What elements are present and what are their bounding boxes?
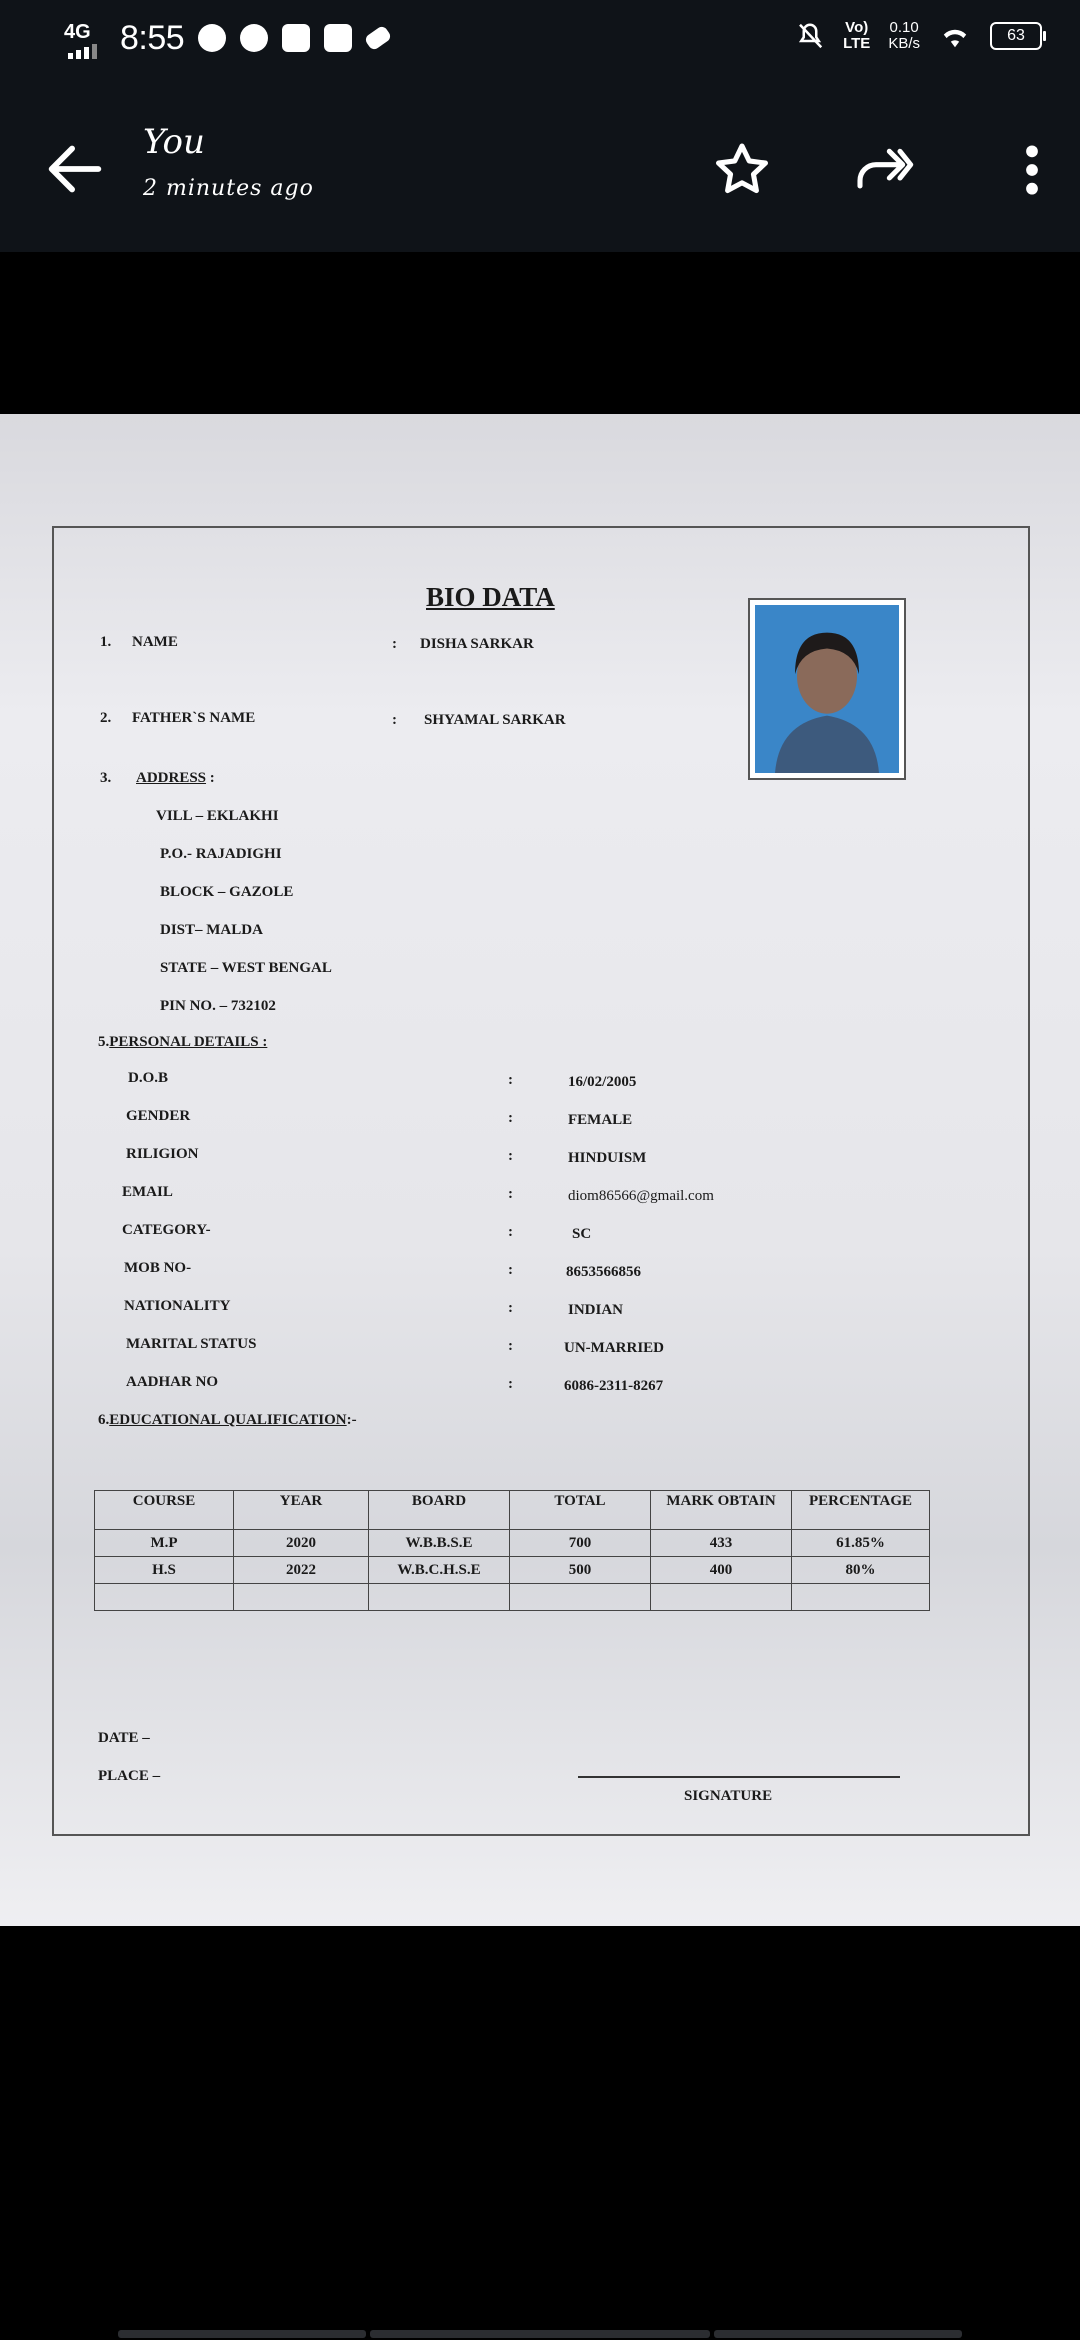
personal-value: diom86566@gmail.com: [568, 1188, 714, 1204]
table-cell: H.S: [95, 1557, 234, 1584]
signature-label: SIGNATURE: [684, 1788, 773, 1804]
address-line: PIN NO. – 732102: [160, 998, 276, 1014]
column-header: YEAR: [234, 1491, 369, 1530]
table-cell: 700: [510, 1530, 651, 1557]
personal-label: NATIONALITY: [124, 1298, 231, 1314]
edu-heading: EDUCATIONAL QUALIFICATION: [109, 1412, 347, 1428]
name-value: DISHA SARKAR: [420, 636, 534, 652]
personal-value: SC: [572, 1226, 592, 1242]
column-header: PERCENTAGE: [792, 1491, 930, 1530]
personal-value: 8653566856: [566, 1264, 641, 1280]
star-icon[interactable]: [710, 138, 774, 202]
network-speed: 0.10 KB/s: [888, 19, 920, 52]
signature-line: [578, 1776, 900, 1778]
column-header: TOTAL: [510, 1491, 651, 1530]
father-name-value: SHYAMAL SARKAR: [424, 712, 566, 728]
message-timestamp: 2 minutes ago: [143, 176, 314, 201]
address-line: DIST– MALDA: [160, 922, 263, 938]
nav-handle-segment: [118, 2330, 366, 2338]
personal-label: CATEGORY-: [122, 1222, 211, 1238]
battery-indicator: 63: [990, 22, 1042, 50]
address-line: VILL – EKLAKHI: [156, 808, 279, 824]
table-cell: 2022: [234, 1557, 369, 1584]
personal-label: MOB NO-: [124, 1260, 192, 1276]
clock: 8:55: [120, 18, 185, 57]
network-type: 4G: [64, 21, 91, 43]
table-cell: 500: [510, 1557, 651, 1584]
personal-label: MARITAL STATUS: [126, 1336, 257, 1352]
colon: :: [392, 712, 397, 728]
table-cell: M.P: [95, 1530, 234, 1557]
status-bar: [0, 0, 1080, 84]
back-arrow-icon[interactable]: [40, 134, 110, 204]
messenger-icon: [198, 24, 226, 52]
colon: :: [508, 1072, 513, 1088]
colon: :: [508, 1224, 513, 1240]
father-name-label: FATHER`S NAME: [132, 710, 256, 726]
personal-num: 5.: [98, 1034, 110, 1050]
shared-image[interactable]: [0, 414, 1080, 1926]
table-header-row: [95, 1491, 930, 1530]
column-header: COURSE: [95, 1491, 234, 1530]
personal-value: UN-MARRIED: [564, 1340, 664, 1356]
colon: :: [508, 1338, 513, 1354]
colon: :: [508, 1376, 513, 1392]
table-row: [95, 1557, 930, 1584]
mute-bell-icon: [795, 21, 825, 51]
table-cell: 400: [651, 1557, 792, 1584]
address-label: ADDRESS: [136, 770, 207, 786]
personal-label: D.O.B: [128, 1070, 169, 1086]
field-1-num: 1.: [100, 634, 112, 650]
field-2-num: 2.: [100, 710, 112, 726]
viewer-header: [0, 84, 1080, 252]
colon: :: [508, 1186, 513, 1202]
mail-icon: [282, 24, 310, 52]
nav-handle-segment: [714, 2330, 962, 2338]
personal-label: RILIGION: [126, 1146, 199, 1162]
inbox-icon: [324, 24, 352, 52]
table-cell: 2020: [234, 1530, 369, 1557]
table-cell: W.B.B.S.E: [369, 1530, 510, 1557]
signal-icon: [62, 18, 106, 58]
place-label: PLACE –: [98, 1768, 161, 1784]
address-line: BLOCK – GAZOLE: [160, 884, 294, 900]
personal-value: 16/02/2005: [568, 1074, 637, 1090]
table-cell: W.B.C.H.S.E: [369, 1557, 510, 1584]
personal-heading: PERSONAL DETAILS :: [109, 1034, 268, 1050]
more-options-icon[interactable]: [1000, 138, 1064, 202]
field-3-num: 3.: [100, 770, 112, 786]
education-table: [94, 1490, 930, 1611]
personal-value: HINDUISM: [568, 1150, 647, 1166]
colon: :: [508, 1300, 513, 1316]
table-row-empty: [95, 1584, 930, 1611]
table-cell: 61.85%: [792, 1530, 930, 1557]
personal-value: FEMALE: [568, 1112, 633, 1128]
telegram-icon: [240, 24, 268, 52]
personal-label: GENDER: [126, 1108, 191, 1124]
column-header: BOARD: [369, 1491, 510, 1530]
address-line: STATE – WEST BENGAL: [160, 960, 332, 976]
bio-data-document: BIO DATA 1. NAME : DISHA SARKAR 2. FATHER`S NAME : SHYAMAL SARKAR 3. ADDRESS : VILL – EKLAKHI P.O.- RAJADIGHI BLOCK – GAZOLE DIST– MALDA STATE – WEST BENGAL PIN NO. – 732102 5.PERSONAL DETAILS : D.O.B : 16/02/2005 GENDER : FEMALE RILIGION : HINDUISM EMAIL : diom86566@gmail.com CATEGORY- : SC MOB NO- : 8653566856 NATIONALITY : INDIAN MARITAL STATUS : UN-MARRIED AADHAR NO : 6086-2311-8267 6.EDUCATIONAL QUALIFICATION:- COURSE YEAR BOARD TOTAL MARK OBTAIN PERCENTAGE M.P 2020 W.B.B.S.E 700 433 61.85% H.S 2022 W.B.C.H.S.E 500 400 80% DATE – PLACE – SIGNATURE: [0, 414, 1080, 1926]
volte-indicator: Vo) LTE: [843, 19, 871, 52]
table-row: [95, 1530, 930, 1557]
colon: :: [508, 1262, 513, 1278]
colon: :: [392, 636, 397, 652]
nav-handle-segment: [370, 2330, 710, 2338]
column-header: MARK OBTAIN: [651, 1491, 792, 1530]
personal-label: AADHAR NO: [126, 1374, 219, 1390]
name-label: NAME: [132, 634, 178, 650]
colon: :: [508, 1148, 513, 1164]
personal-label: EMAIL: [122, 1184, 173, 1200]
document-title: BIO DATA: [426, 582, 555, 612]
ticket-icon: [364, 25, 393, 52]
table-cell: 433: [651, 1530, 792, 1557]
date-label: DATE –: [98, 1730, 150, 1746]
table-cell: 80%: [792, 1557, 930, 1584]
address-line: P.O.- RAJADIGHI: [160, 846, 282, 862]
passport-photo: [748, 598, 906, 780]
sender-name: You: [143, 122, 205, 162]
personal-value: 6086-2311-8267: [564, 1378, 664, 1394]
wifi-icon: [938, 22, 972, 50]
forward-icon[interactable]: [852, 138, 916, 202]
colon: :: [508, 1110, 513, 1126]
edu-suffix: :-: [346, 1412, 357, 1428]
personal-value: INDIAN: [568, 1302, 624, 1318]
edu-num: 6.: [98, 1412, 110, 1428]
